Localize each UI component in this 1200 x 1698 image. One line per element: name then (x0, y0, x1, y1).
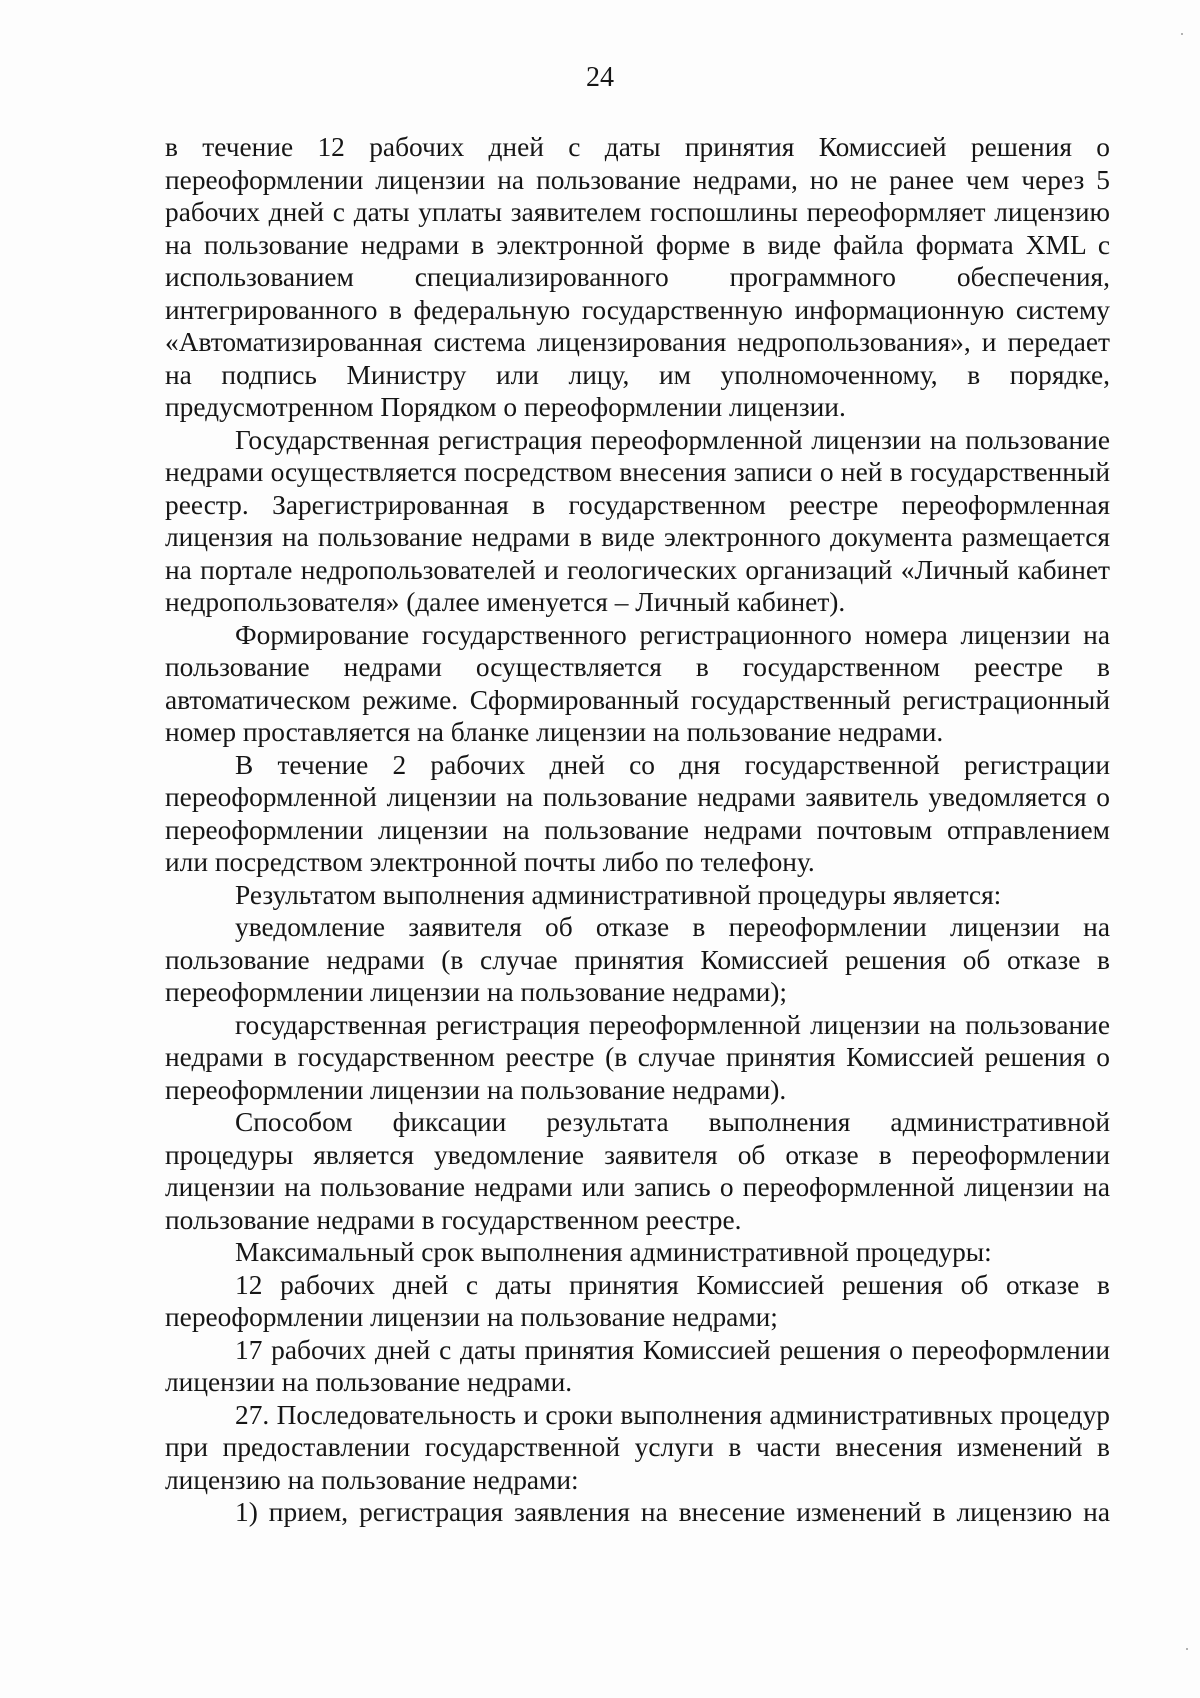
scan-speck (1181, 33, 1183, 35)
paragraph-result-intro: Результатом выполнения административной процедуры является: (235, 879, 1002, 910)
paragraph-item-1: 1) прием, регистрация заявления на внесение изменений в лицензию на (235, 1497, 1110, 1527)
paragraph-registration-number: Формирование государственного регистрационного номера лицензии на пользование недрами осуществляется в государственном реестре в автоматическом режиме. Сформированный государственный регистрационный номер проставляется на бланке лицензии на пользование недрами. (165, 619, 1110, 747)
paragraph-state-registration: Государственная регистрация переоформленной лицензии на пользование недрами осуществляется посредством внесения записи о ней в государственный реестр. Зарегистрированная в государственном реестре переоформленная лицензия на пользование недрами в виде электронного документа размещается на портале недропользователей и геологических организаций «Личный кабинет недропользователя» (далее именуется – Личный кабинет). (165, 424, 1110, 617)
paragraph-result-registration: государственная регистрация переоформленной лицензии на пользование недрами в государственном реестре (в случае принятия Комиссией решения о переоформлении лицензии на пользование недрами). (165, 1009, 1110, 1105)
scan-speck (1186, 1648, 1188, 1650)
paragraph-section-27: 27. Последовательность и сроки выполнения административных процедур при предоставлении государственной услуги в части внесения изменений в лицензию на пользование недрами: (165, 1399, 1110, 1495)
paragraph-notification: В течение 2 рабочих дней со дня государственной регистрации переоформленной лицензии на пользование недрами заявитель уведомляется о переоформлении лицензии на пользование недрами почтовым отправлением или посредством электронной почты либо по телефону. (165, 749, 1110, 877)
paragraph-max-term-refusal: 12 рабочих дней с даты принятия Комиссией решения об отказе в переоформлении лицензии на пользование недрами; (165, 1269, 1110, 1332)
paragraph-continuation: в течение 12 рабочих дней с даты принятия Комиссией решения о переоформлении лицензии на пользование недрами, но не ранее чем через 5 рабочих дней с даты уплаты заявителем госпошлины переоформляет лицензию на пользование недрами в электронной форме в виде файла формата XML с использованием специализированного программного обеспечения, интегрированного в федеральную государственную информационную систему «Автоматизированная система лицензирования недропользования», и передает на подпись Министру или лицу, им уполномоченному, в порядке, предусмотренном Порядком о переоформлении лицензии. (165, 132, 1110, 422)
paragraph-result-refusal: уведомление заявителя об отказе в переоформлении лицензии на пользование недрами (в случае принятия Комиссией решения об отказе в переоформлении лицензии на пользование недрами); (165, 912, 1110, 1007)
document-body (165, 131, 1110, 1529)
paragraph-fixation-method: Способом фиксации результата выполнения административной процедуры является уведомление заявителя об отказе в переоформлении лицензии на пользование недрами или запись о переоформленной лицензии на пользование недрами в государственном реестре. (165, 1107, 1110, 1235)
page-number: 24 (586, 62, 614, 93)
paragraph-max-term-reissue: 17 рабочих дней с даты принятия Комиссией решения о переоформлении лицензии на пользование недрами. (165, 1334, 1110, 1397)
paragraph-max-term-intro: Максимальный срок выполнения административной процедуры: (235, 1237, 992, 1267)
